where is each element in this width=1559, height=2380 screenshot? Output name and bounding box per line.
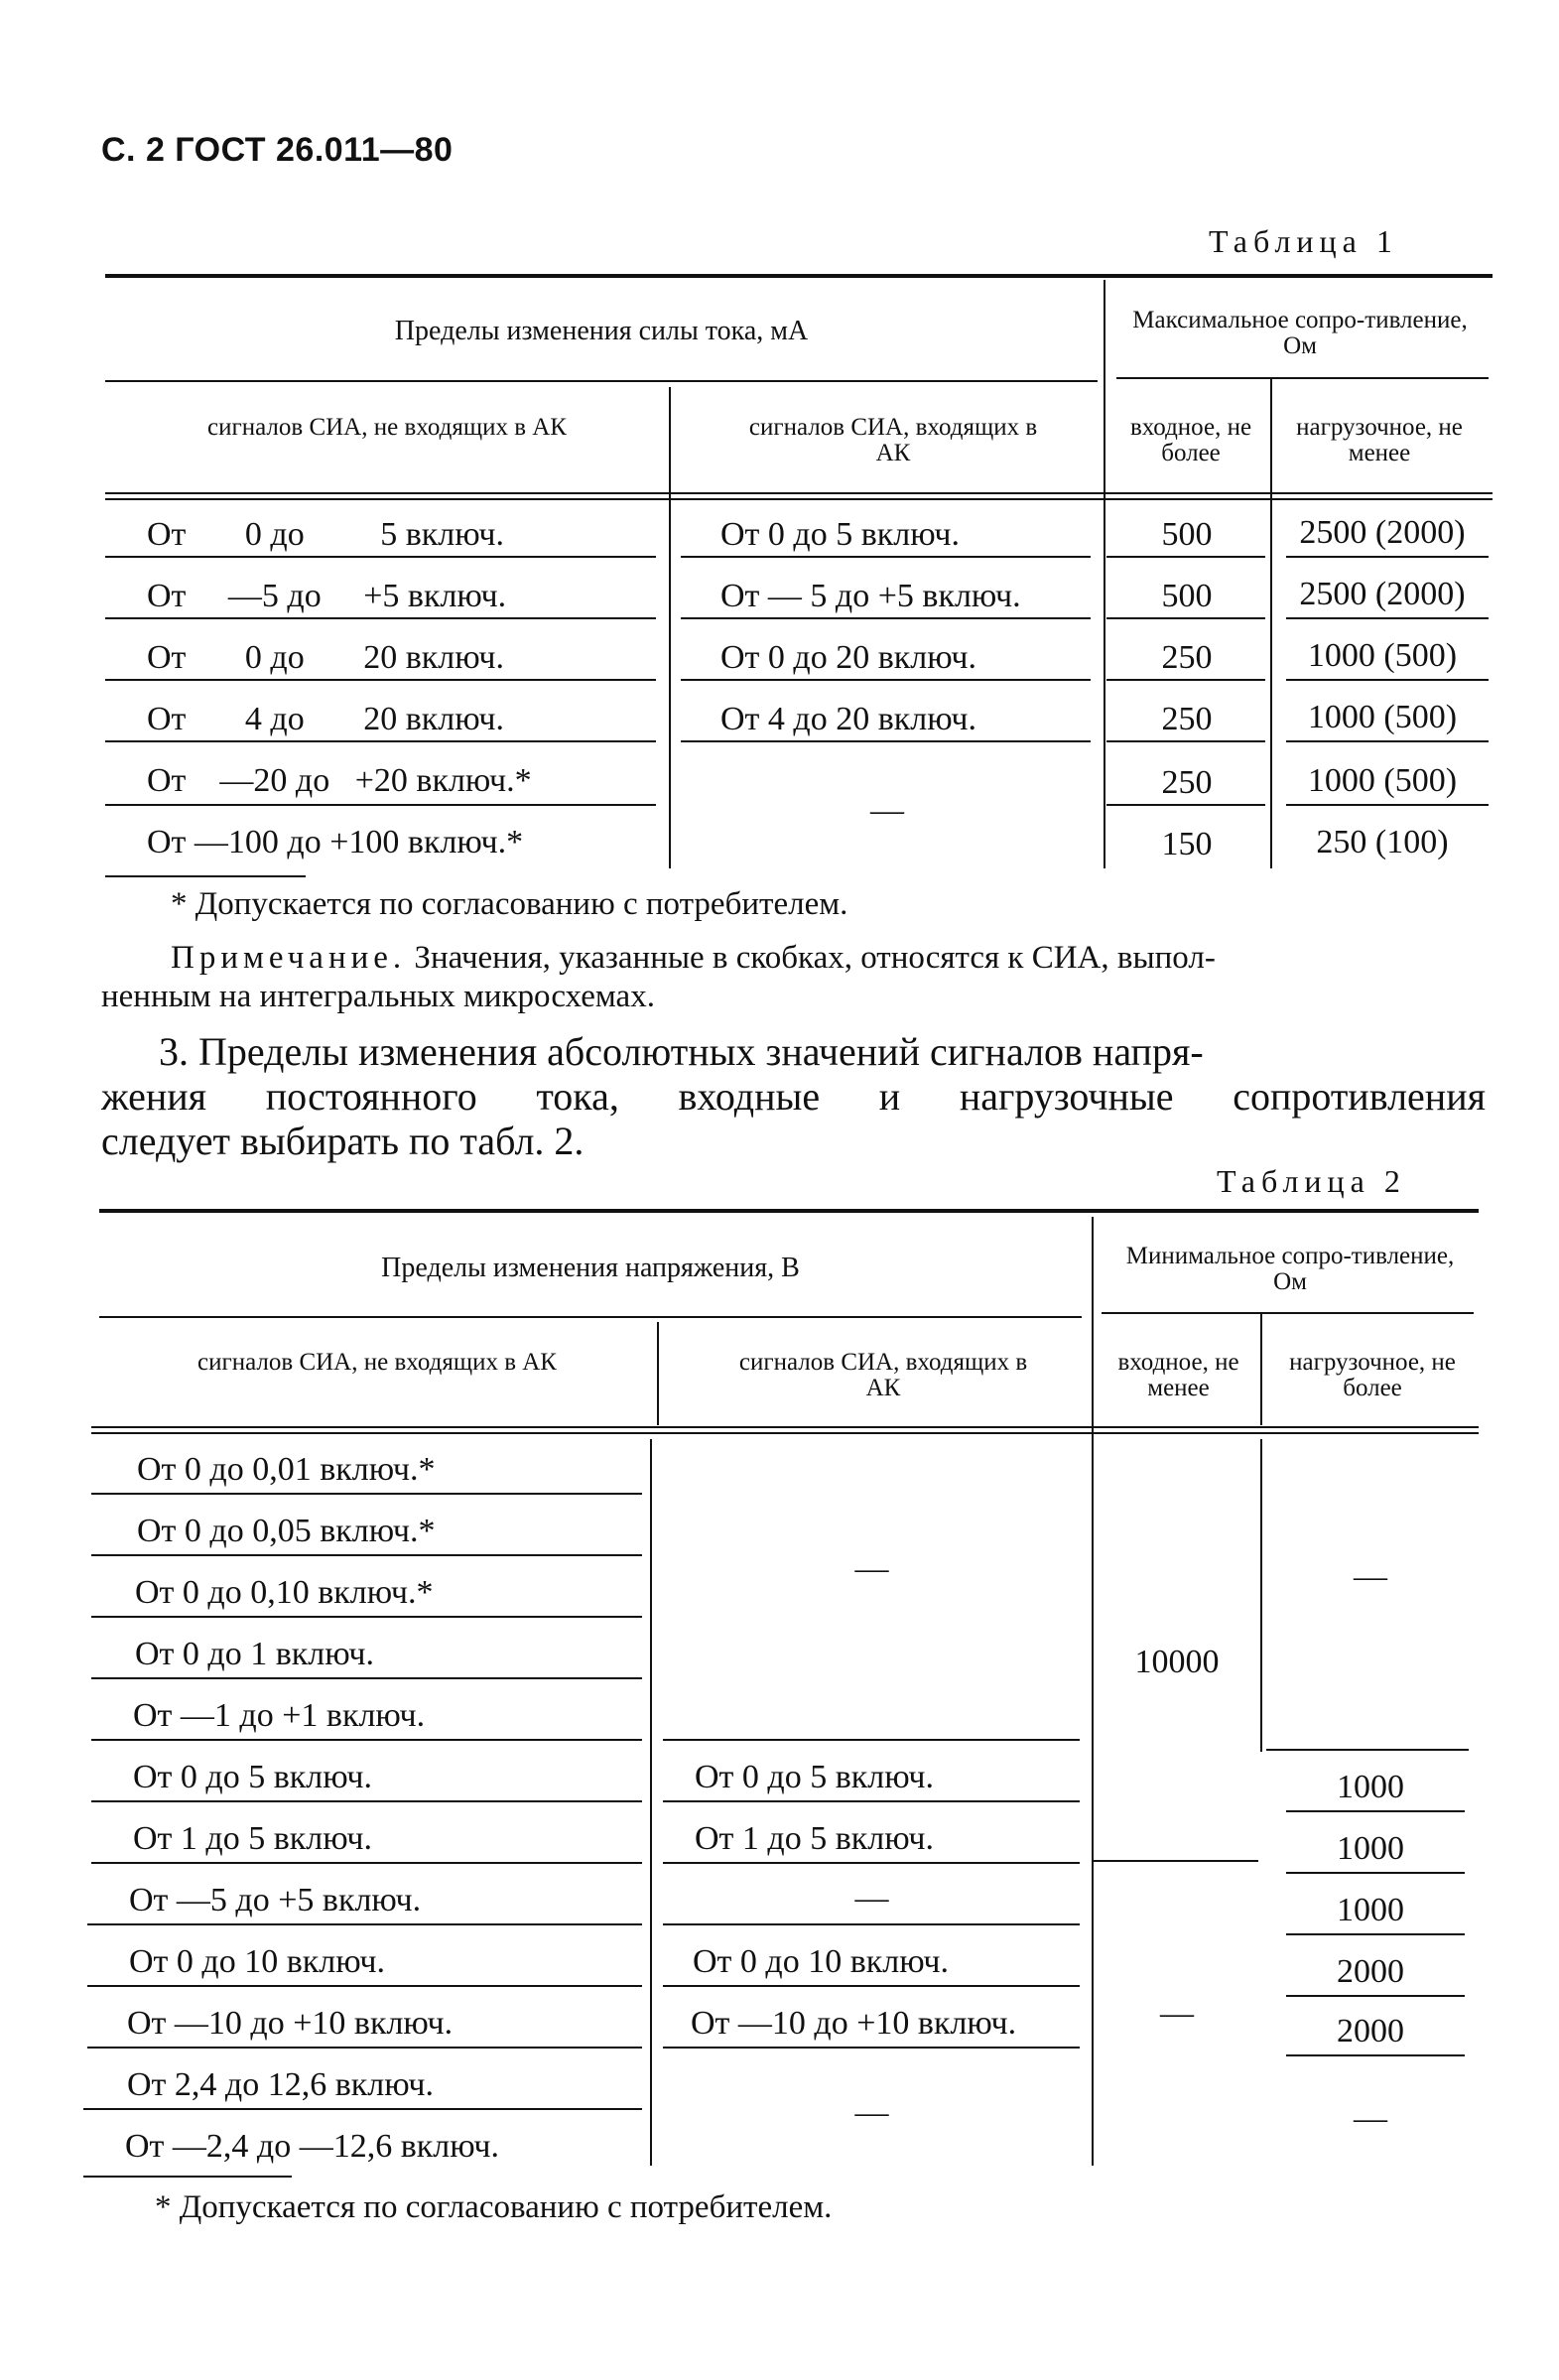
table1-r1-line-c: [1106, 556, 1265, 558]
table1-r2-line-b: [681, 617, 1091, 619]
table2-load-line-10: [1286, 2054, 1465, 2056]
table1-r1-in-ak: От 0 до 5 включ.: [720, 516, 960, 553]
table1-r1-line-b: [681, 556, 1091, 558]
table2-col-in-ak: сигналов СИА, входящих в АК: [738, 1349, 1028, 1401]
table2-caption: Таблица 2: [1217, 1163, 1406, 1199]
table2-r3-line: [91, 1616, 642, 1618]
table1-r4-line-a: [105, 740, 656, 742]
table2-r2-not-in-ak: От 0 до 0,05 включ.*: [137, 1513, 436, 1549]
table1-r4-not-in-ak: От 4 до 20 включ.: [147, 701, 504, 737]
table2-group-resistance: Минимальное сопро-тивление, Ом: [1125, 1243, 1455, 1295]
table2-r2-line: [91, 1554, 642, 1556]
table1-r2-input: 500: [1161, 578, 1213, 614]
table1-r3-load: 1000 (500): [1307, 637, 1458, 674]
table1-group-resistance: Максимальное сопро-тивление, Ом: [1132, 307, 1468, 359]
table1-r4-load: 1000 (500): [1307, 699, 1458, 735]
table2-col-not-in-ak: сигналов СИА, не входящих в АК: [197, 1349, 557, 1376]
table2-in-ak-line-7: [663, 1862, 1080, 1864]
table2-col-input: входное, не менее: [1117, 1349, 1239, 1401]
table2-load-bottom: —: [1354, 2100, 1387, 2137]
table2-r3-not-in-ak: От 0 до 0,10 включ.*: [135, 1574, 434, 1611]
table1-r5-load: 1000 (500): [1307, 762, 1458, 799]
table1-r2-line-a: [105, 617, 656, 619]
table1-r4-line-b: [681, 740, 1091, 742]
table2-r7-line: [91, 1862, 642, 1864]
table2-in-ak-line-5: [663, 1739, 1080, 1741]
table1-r5-input: 250: [1161, 764, 1213, 801]
table1-caption: Таблица 1: [1209, 223, 1398, 259]
paragraph3-line3: следует выбирать по табл. 2.: [101, 1119, 585, 1163]
table2-in-ak-dash-bottom: —: [854, 2094, 889, 2131]
table1-r3-line-d: [1286, 679, 1489, 681]
table2-r8-line: [87, 1923, 642, 1925]
table2-load-r8: 1000: [1337, 1892, 1404, 1928]
table1-r3-line-b: [681, 679, 1091, 681]
table2-vline-load-head: [1260, 1314, 1262, 1425]
table2-r10-not-in-ak: От —10 до +10 включ.: [127, 2005, 454, 2042]
table1-r3-line-a: [105, 679, 656, 681]
table1-r1-input: 500: [1161, 516, 1213, 553]
table2-r4-line: [91, 1677, 642, 1679]
table2-head-rule-1: [91, 1426, 1479, 1428]
table1-r2-line-c: [1106, 617, 1265, 619]
table2-r5-line: [91, 1739, 642, 1741]
table1-merged-dash: —: [870, 792, 904, 829]
table2-footnote-rule: [83, 2176, 292, 2178]
table1-r2-line-d: [1286, 617, 1489, 619]
table2-in-ak-line-8: [663, 1923, 1080, 1925]
table1-r4-in-ak: От 4 до 20 включ.: [720, 701, 976, 737]
table2-in-ak-line-10: [663, 2047, 1080, 2049]
paragraph3-line2: жения постоянного тока, входные и нагрузочные сопротивления: [101, 1074, 1486, 1119]
table1-head-rule-2: [105, 498, 1493, 500]
table2-load-r6: 1000: [1337, 1769, 1404, 1805]
table2-footnote: * Допускается по согласованию с потребителем.: [155, 2189, 833, 2225]
table2-hline-group-left: [99, 1316, 1082, 1318]
table1-note-line2: ненным на интегральных микросхемах.: [101, 979, 655, 1014]
table2-in-ak-line-6: [663, 1800, 1080, 1802]
table2-r4-not-in-ak: От 0 до 1 включ.: [135, 1636, 374, 1672]
table1-head-rule-1: [105, 492, 1493, 494]
table2-top-rule: [99, 1209, 1479, 1213]
table2-r5-not-in-ak: От —1 до +1 включ.: [133, 1697, 426, 1734]
table2-in-ak-r8: —: [854, 1880, 889, 1917]
table2-in-ak-r6: От 0 до 5 включ.: [695, 1759, 934, 1795]
table2-r10-line: [87, 2047, 642, 2049]
table2-r6-not-in-ak: От 0 до 5 включ.: [133, 1759, 372, 1795]
table1-r3-input: 250: [1161, 639, 1213, 676]
table1-r1-load: 2500 (2000): [1299, 514, 1466, 551]
table2-vline-middle-head: [657, 1322, 659, 1425]
table1-col-load: нагрузочное, не менее: [1296, 414, 1463, 466]
table1-r5-not-in-ak: От —20 до +20 включ.*: [147, 762, 532, 799]
table2-r1-not-in-ak: От 0 до 0,01 включ.*: [137, 1451, 436, 1488]
table2-hline-group-right: [1102, 1312, 1474, 1314]
table2-r9-not-in-ak: От 0 до 10 включ.: [129, 1943, 385, 1980]
table1-r1-not-in-ak: От 0 до 5 включ.: [147, 516, 504, 553]
table2-vline-input-body: [1092, 1439, 1094, 2166]
table1-r2-load: 2500 (2000): [1299, 576, 1466, 612]
table2-r1-line: [91, 1493, 642, 1495]
table1-r3-not-in-ak: От 0 до 20 включ.: [147, 639, 504, 676]
table1-r4-line-d: [1286, 740, 1489, 742]
table1-r2-not-in-ak: От —5 до +5 включ.: [147, 578, 507, 614]
table1-note-line1: Значения, указанные в скобках, относятся к СИА, выпол-: [414, 940, 1216, 976]
table1-note-label: Примечание.: [171, 940, 407, 976]
table1-r4-input: 250: [1161, 701, 1213, 737]
table2-in-ak-dash-top: —: [854, 1550, 889, 1587]
table2-load-r10: 2000: [1337, 2013, 1404, 2049]
table2-in-ak-line-9: [663, 1985, 1080, 1987]
table1-group-current: Пределы изменения силы тока, мА: [394, 316, 809, 346]
table2-r11-line: [83, 2108, 642, 2110]
table2-load-line-6: [1286, 1810, 1465, 1812]
table2-load-r9: 2000: [1337, 1953, 1404, 1990]
table1-hline-group-left: [105, 380, 1098, 382]
table2-r7-not-in-ak: От 1 до 5 включ.: [133, 1820, 372, 1857]
table2-load-line-9: [1286, 1995, 1465, 1997]
table2-load-line-8: [1286, 1933, 1465, 1935]
page-header: С. 2 ГОСТ 26.011—80: [101, 131, 454, 169]
table2-in-ak-r10: От —10 до +10 включ.: [691, 2005, 1017, 2042]
table1-hline-group-right: [1116, 377, 1489, 379]
table1-r1-line-d: [1286, 556, 1489, 558]
table1-r5-line-d: [1286, 804, 1489, 806]
table1-r5-line-a: [105, 804, 656, 806]
table2-load-top: —: [1354, 1558, 1387, 1595]
table1-footnote: * Допускается по согласованию с потребителем.: [171, 886, 848, 922]
table1-r1-line-a: [105, 556, 656, 558]
table1-r6-not-in-ak: От —100 до +100 включ.*: [147, 824, 524, 860]
table2-in-ak-r7: От 1 до 5 включ.: [695, 1820, 934, 1857]
table2-input-bottom: —: [1160, 1995, 1194, 2032]
table1-r6-load: 250 (100): [1316, 824, 1449, 860]
table2-load-r7: 1000: [1337, 1830, 1404, 1867]
table2-load-line-5: [1266, 1749, 1469, 1751]
table2-in-ak-r9: От 0 до 10 включ.: [693, 1943, 949, 1980]
table2-r6-line: [91, 1800, 642, 1802]
paragraph3-line1: 3. Пределы изменения абсолютных значений сигналов напря-: [159, 1029, 1204, 1074]
table1-col-not-in-ak: сигналов СИА, не входящих в АК: [207, 414, 567, 441]
table1-r2-in-ak: От — 5 до +5 включ.: [720, 578, 1021, 614]
table1-col-in-ak: сигналов СИА, входящих в АК: [748, 414, 1038, 466]
table2-input-line: [1094, 1860, 1258, 1862]
table2-col-load: нагрузочное, не более: [1289, 1349, 1456, 1401]
table2-load-line-7: [1286, 1872, 1465, 1874]
table2-r11-not-in-ak: От 2,4 до 12,6 включ.: [127, 2066, 434, 2103]
table2-r12-not-in-ak: От —2,4 до —12,6 включ.: [125, 2128, 499, 2165]
table1-r5-line-c: [1106, 804, 1265, 806]
table1-r3-line-c: [1106, 679, 1265, 681]
table2-group-voltage: Пределы изменения напряжения, В: [381, 1253, 800, 1283]
table2-input-top: 10000: [1134, 1644, 1220, 1680]
table2-vline-middle: [650, 1439, 652, 2166]
table1-r3-in-ak: От 0 до 20 включ.: [720, 639, 976, 676]
table1-r4-line-c: [1106, 740, 1265, 742]
table2-r9-line: [87, 1985, 642, 1987]
table2-head-rule-2: [91, 1432, 1479, 1434]
table1-r6-input: 150: [1161, 826, 1213, 862]
table1-top-rule: [105, 274, 1493, 278]
table1-footnote-rule: [105, 875, 306, 877]
table2-r8-not-in-ak: От —5 до +5 включ.: [129, 1882, 422, 1918]
table1-col-input: входное, не более: [1129, 414, 1252, 466]
